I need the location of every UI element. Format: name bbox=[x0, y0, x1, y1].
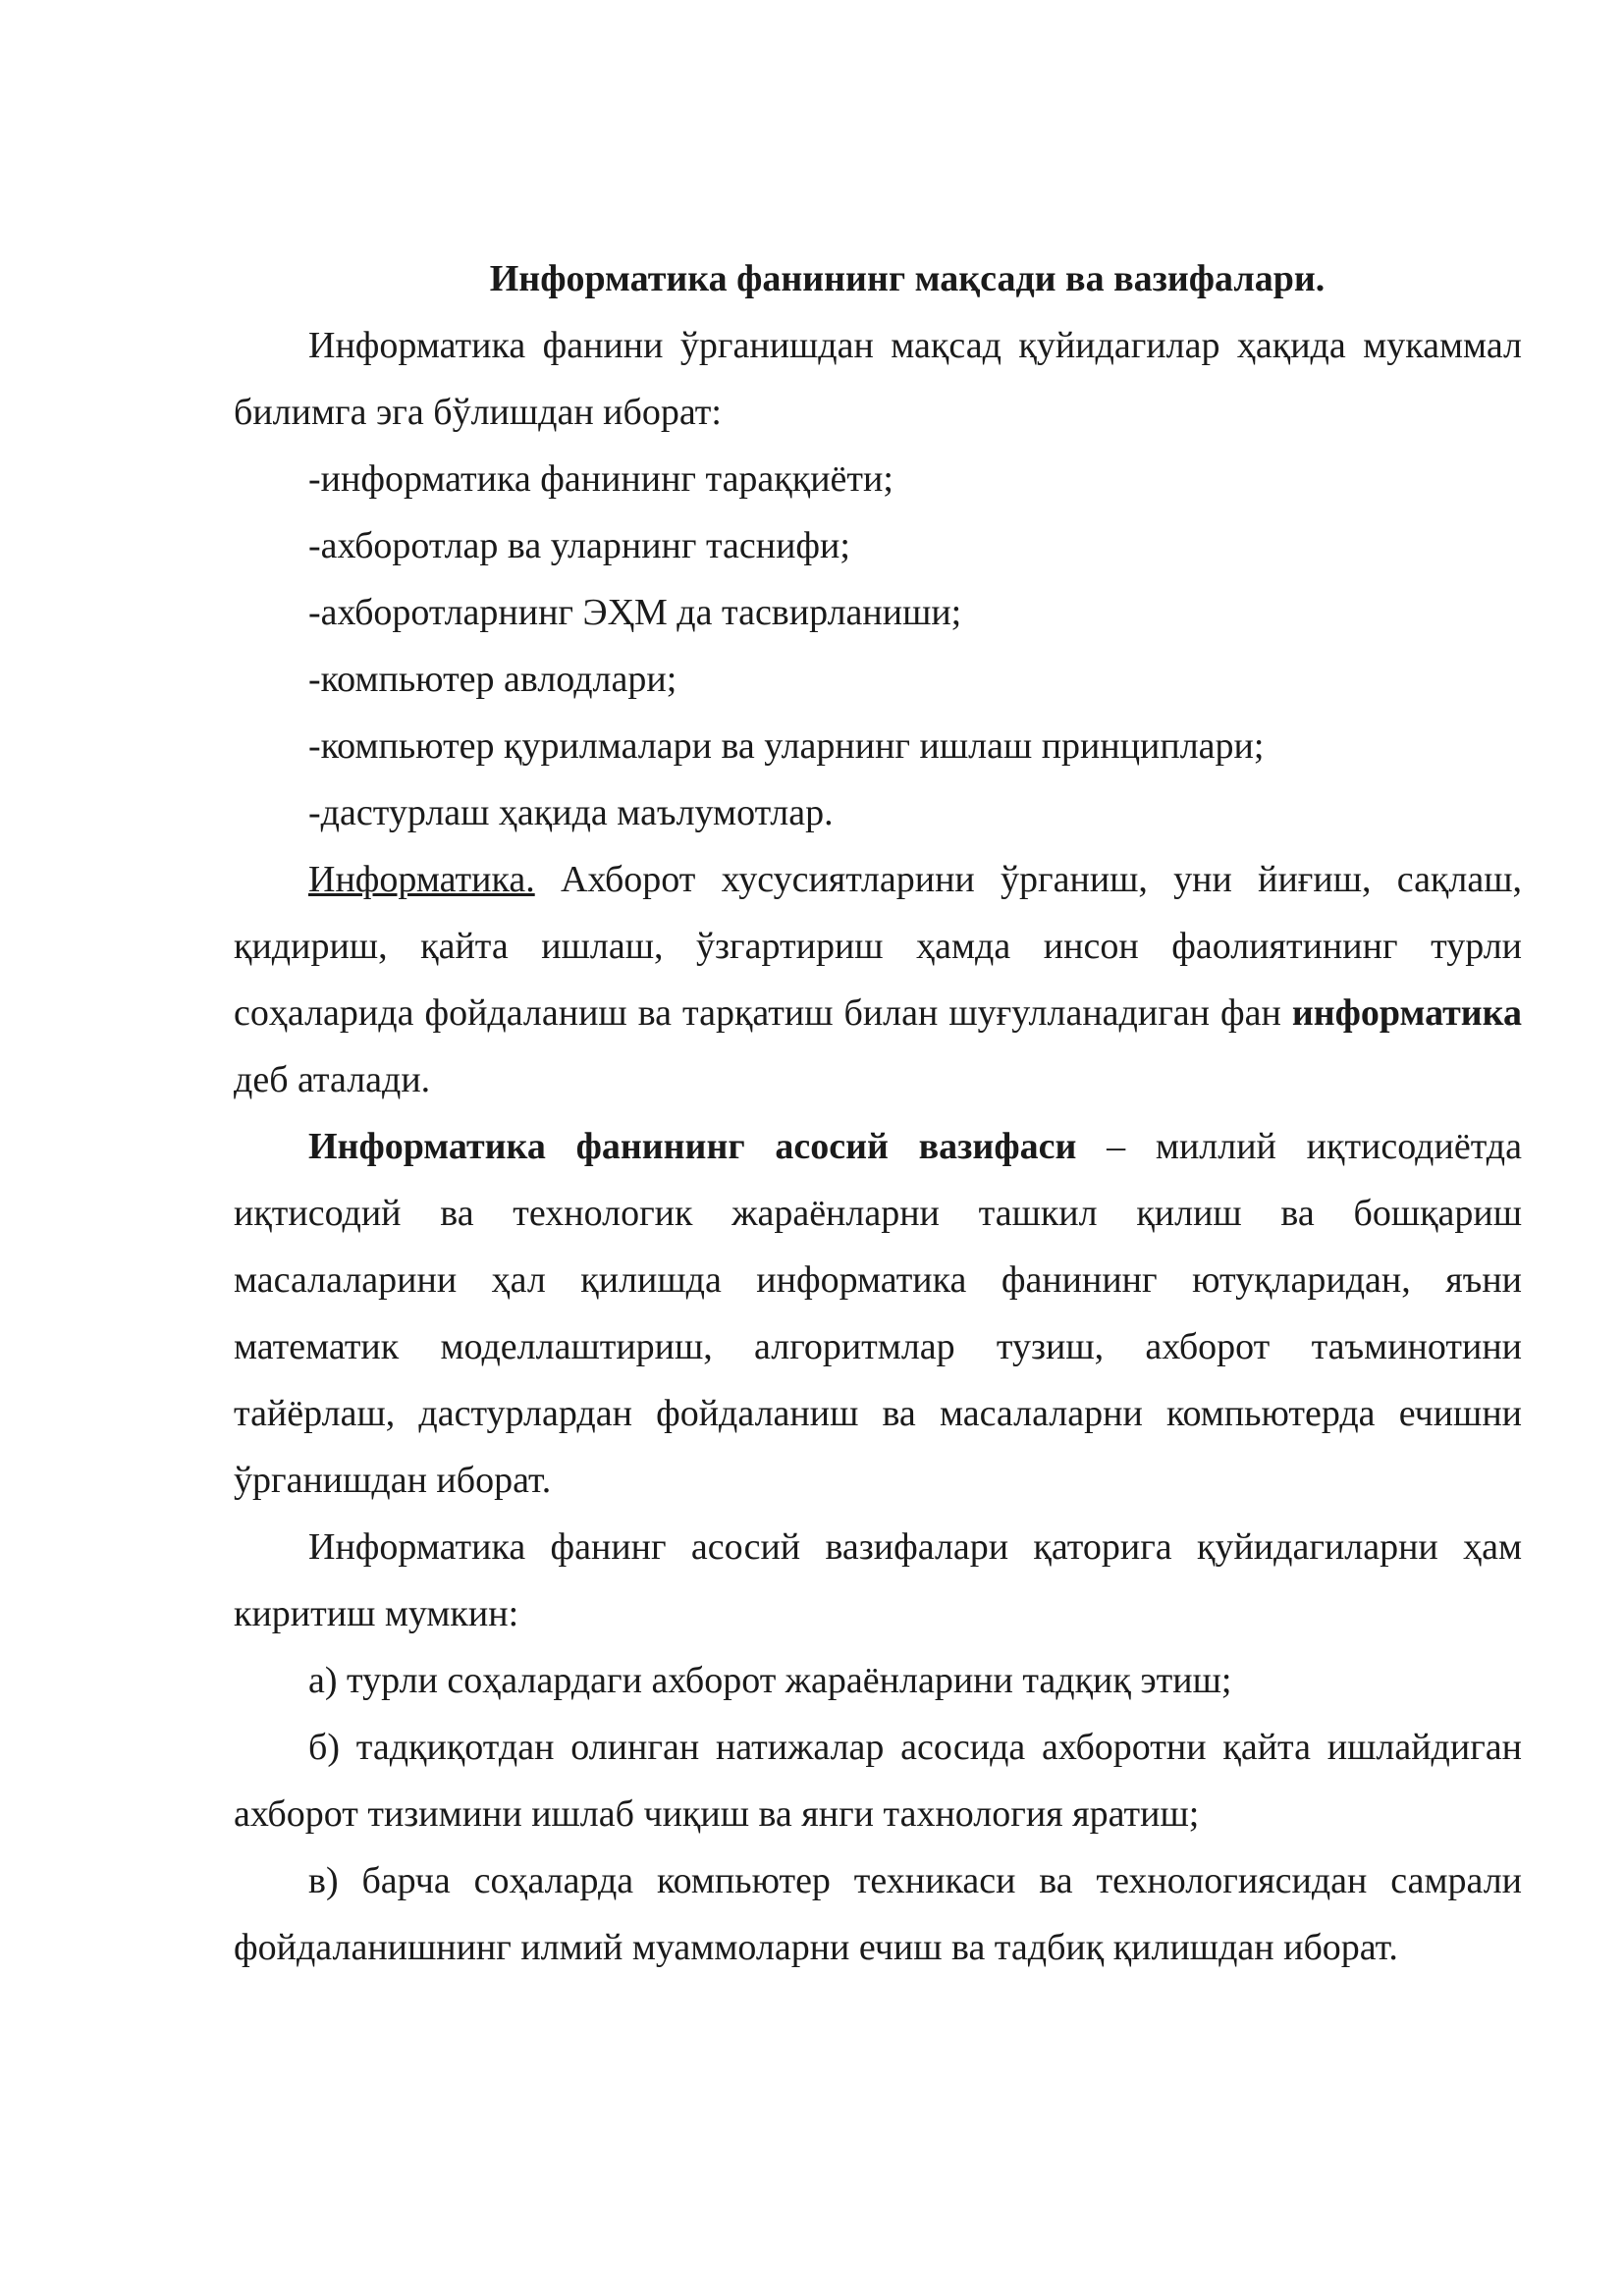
task-item: б) тадқиқотдан олинган натижалар асосида ахборотни қайта ишлайдиган ахборот тизимини ишлаб чиқиш ва янги тахнология яратиш; bbox=[234, 1727, 1522, 1835]
document-title: Информатика фанининг мақсади ва вазифалари. bbox=[489, 258, 1326, 299]
task-item: в) барча соҳаларда компьютер техникаси ва технологиясидан самрали фойдаланишнинг илмий муаммоларни ечиш ва тадбиқ қилишдан иборат. bbox=[234, 1860, 1522, 1968]
topic-item: -ахборотлар ва уларнинг таснифи; bbox=[308, 525, 850, 566]
topic-item: -компьютер авлодлари; bbox=[308, 659, 677, 700]
topic-item: -ахборотларнинг ЭҲМ да тасвирланиши; bbox=[308, 592, 962, 633]
topic-item: -дастурлаш ҳақида маълумотлар. bbox=[308, 792, 834, 833]
definition-tail: деб аталади. bbox=[234, 1059, 431, 1100]
definition-bold-word: информатика bbox=[1291, 992, 1522, 1034]
definition-paragraph bbox=[234, 846, 1522, 1113]
topic-item: -компьютер қурилмалари ва уларнинг ишлаш принциплари; bbox=[308, 725, 1265, 767]
topic-item: -информатика фанининг тараққиёти; bbox=[308, 458, 893, 500]
tasks-intro-paragraph: Информатика фанинг асосий вазифалари қаторига қуйидагиларни ҳам киритиш мумкин: bbox=[234, 1526, 1522, 1634]
main-task-paragraph bbox=[234, 1113, 1522, 1514]
task-item: а) турли соҳалардаги ахборот жараёнларини тадқиқ этиш; bbox=[308, 1660, 1232, 1701]
main-task-body: – миллий иқтисодиётда иқтисодий ва технологик жараёнларни ташкил қилиш ва бошқариш масалаларини ҳал қилишда информатика фанининг ютуқларидан, яъни математик моделлаштириш, алгоритмлар тузиш, ахборот таъминотини тайёрлаш, дастурлардан фойдаланиш ва масалаларни компьютерда ечишни ўрганишдан иборат. bbox=[234, 1126, 1522, 1501]
document-body bbox=[234, 245, 1522, 1981]
definition-term: Информатика. bbox=[308, 859, 535, 900]
intro-paragraph: Информатика фанини ўрганишдан мақсад қуйидагилар ҳақида мукаммал билимга эга бўлишдан иборат: bbox=[234, 325, 1522, 433]
main-task-lead: Информатика фанининг асосий вазифаси bbox=[308, 1126, 1077, 1167]
definition-body: Ахборот хусусиятларини ўрганиш, уни йиғиш, сақлаш, қидириш, қайта ишлаш, ўзгартириш ҳамда инсон фаолиятининг турли соҳаларида фойдаланиш ва тарқатиш билан шуғулланадиган фан bbox=[234, 859, 1522, 1034]
